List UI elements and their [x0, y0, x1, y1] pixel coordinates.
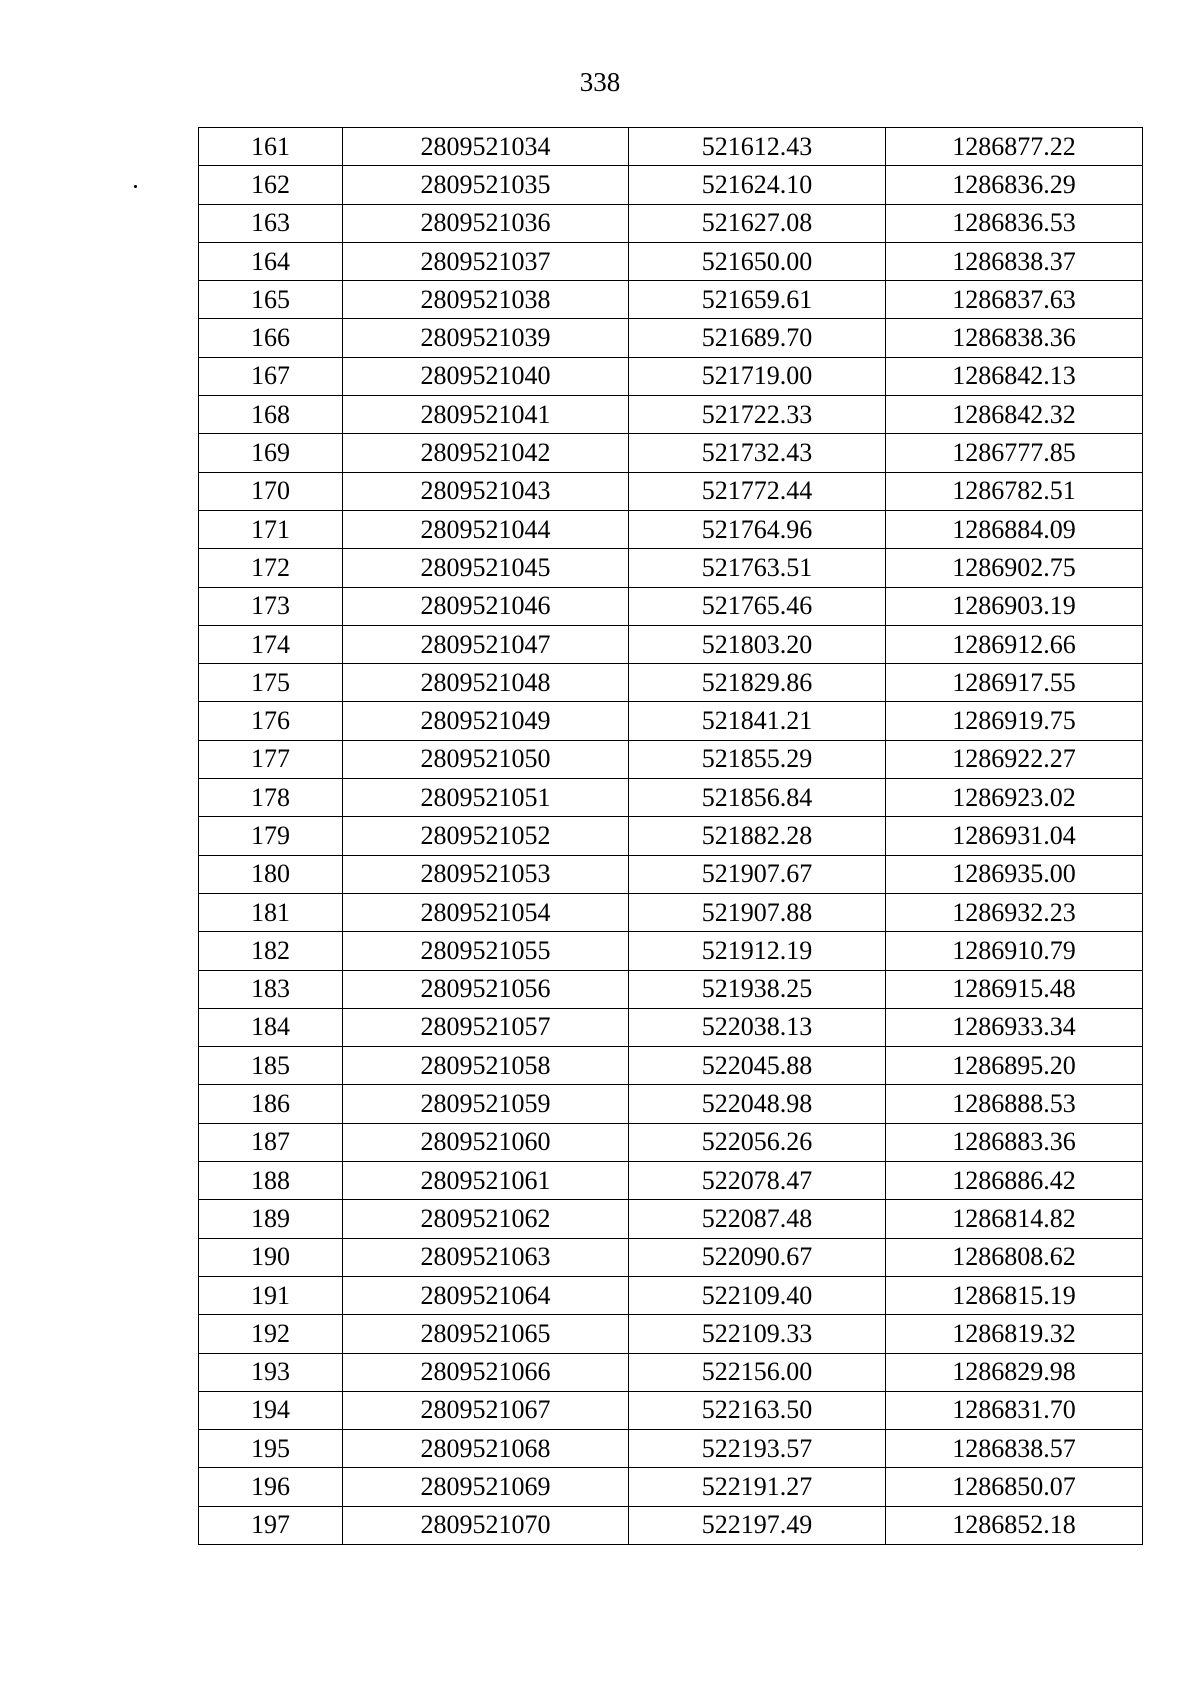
table-row — [199, 1391, 1143, 1429]
point-number-cell: 186 — [199, 1085, 343, 1123]
point-code-cell: 2809521068 — [343, 1430, 629, 1468]
y-coordinate-cell: 1286888.53 — [886, 1085, 1143, 1123]
y-coordinate-cell: 1286782.51 — [886, 472, 1143, 510]
x-coordinate-cell: 522038.13 — [629, 1008, 886, 1046]
y-coordinate-cell: 1286842.13 — [886, 357, 1143, 395]
x-coordinate-cell: 521938.25 — [629, 970, 886, 1008]
point-number-cell: 178 — [199, 779, 343, 817]
y-coordinate-cell: 1286922.27 — [886, 740, 1143, 778]
point-number-cell: 190 — [199, 1238, 343, 1276]
x-coordinate-cell: 521803.20 — [629, 625, 886, 663]
table-row — [199, 319, 1143, 357]
x-coordinate-cell: 521763.51 — [629, 549, 886, 587]
point-number-cell: 175 — [199, 664, 343, 702]
stray-dot — [134, 185, 137, 188]
y-coordinate-cell: 1286850.07 — [886, 1468, 1143, 1506]
point-number-cell: 183 — [199, 970, 343, 1008]
y-coordinate-cell: 1286838.37 — [886, 242, 1143, 280]
table-row — [199, 587, 1143, 625]
point-number-cell: 184 — [199, 1008, 343, 1046]
point-code-cell: 2809521058 — [343, 1047, 629, 1085]
x-coordinate-cell: 522197.49 — [629, 1506, 886, 1544]
point-number-cell: 196 — [199, 1468, 343, 1506]
point-number-cell: 174 — [199, 625, 343, 663]
point-number-cell: 195 — [199, 1430, 343, 1468]
point-code-cell: 2809521047 — [343, 625, 629, 663]
table-row — [199, 1353, 1143, 1391]
y-coordinate-cell: 1286923.02 — [886, 779, 1143, 817]
point-code-cell: 2809521054 — [343, 893, 629, 931]
point-code-cell: 2809521059 — [343, 1085, 629, 1123]
table-row — [199, 1430, 1143, 1468]
point-number-cell: 192 — [199, 1315, 343, 1353]
y-coordinate-cell: 1286836.53 — [886, 204, 1143, 242]
table-row — [199, 242, 1143, 280]
table-row — [199, 779, 1143, 817]
table-row — [199, 1008, 1143, 1046]
table-row — [199, 166, 1143, 204]
table-row — [199, 664, 1143, 702]
y-coordinate-cell: 1286903.19 — [886, 587, 1143, 625]
point-code-cell: 2809521061 — [343, 1162, 629, 1200]
y-coordinate-cell: 1286814.82 — [886, 1200, 1143, 1238]
point-code-cell: 2809521052 — [343, 817, 629, 855]
point-code-cell: 2809521050 — [343, 740, 629, 778]
x-coordinate-cell: 522191.27 — [629, 1468, 886, 1506]
y-coordinate-cell: 1286931.04 — [886, 817, 1143, 855]
y-coordinate-cell: 1286852.18 — [886, 1506, 1143, 1544]
x-coordinate-cell: 522048.98 — [629, 1085, 886, 1123]
point-number-cell: 188 — [199, 1162, 343, 1200]
point-code-cell: 2809521038 — [343, 281, 629, 319]
y-coordinate-cell: 1286819.32 — [886, 1315, 1143, 1353]
x-coordinate-cell: 521912.19 — [629, 932, 886, 970]
y-coordinate-cell: 1286838.36 — [886, 319, 1143, 357]
x-coordinate-cell: 521765.46 — [629, 587, 886, 625]
y-coordinate-cell: 1286932.23 — [886, 893, 1143, 931]
x-coordinate-cell: 522109.33 — [629, 1315, 886, 1353]
x-coordinate-cell: 521856.84 — [629, 779, 886, 817]
table-row — [199, 472, 1143, 510]
y-coordinate-cell: 1286933.34 — [886, 1008, 1143, 1046]
table-row — [199, 204, 1143, 242]
y-coordinate-cell: 1286808.62 — [886, 1238, 1143, 1276]
point-number-cell: 171 — [199, 510, 343, 548]
point-number-cell: 163 — [199, 204, 343, 242]
x-coordinate-cell: 521722.33 — [629, 396, 886, 434]
point-number-cell: 187 — [199, 1123, 343, 1161]
point-number-cell: 169 — [199, 434, 343, 472]
point-code-cell: 2809521070 — [343, 1506, 629, 1544]
point-number-cell: 164 — [199, 242, 343, 280]
point-code-cell: 2809521043 — [343, 472, 629, 510]
table-row — [199, 1238, 1143, 1276]
table-row — [199, 702, 1143, 740]
point-code-cell: 2809521034 — [343, 128, 629, 166]
table-row — [199, 625, 1143, 663]
point-code-cell: 2809521063 — [343, 1238, 629, 1276]
point-code-cell: 2809521065 — [343, 1315, 629, 1353]
table-row — [199, 396, 1143, 434]
point-code-cell: 2809521042 — [343, 434, 629, 472]
table-row — [199, 128, 1143, 166]
x-coordinate-cell: 521907.67 — [629, 855, 886, 893]
point-code-cell: 2809521035 — [343, 166, 629, 204]
table-row — [199, 510, 1143, 548]
table-row — [199, 1162, 1143, 1200]
page-number: 338 — [579, 67, 621, 97]
point-code-cell: 2809521046 — [343, 587, 629, 625]
point-number-cell: 161 — [199, 128, 343, 166]
table-row — [199, 281, 1143, 319]
point-code-cell: 2809521049 — [343, 702, 629, 740]
point-number-cell: 168 — [199, 396, 343, 434]
x-coordinate-cell: 521855.29 — [629, 740, 886, 778]
point-number-cell: 173 — [199, 587, 343, 625]
table-row — [199, 893, 1143, 931]
point-number-cell: 172 — [199, 549, 343, 587]
point-number-cell: 170 — [199, 472, 343, 510]
point-number-cell: 176 — [199, 702, 343, 740]
x-coordinate-cell: 522193.57 — [629, 1430, 886, 1468]
table-row — [199, 1123, 1143, 1161]
y-coordinate-cell: 1286910.79 — [886, 932, 1143, 970]
y-coordinate-cell: 1286902.75 — [886, 549, 1143, 587]
x-coordinate-cell: 521764.96 — [629, 510, 886, 548]
point-number-cell: 177 — [199, 740, 343, 778]
point-code-cell: 2809521048 — [343, 664, 629, 702]
point-number-cell: 185 — [199, 1047, 343, 1085]
y-coordinate-cell: 1286837.63 — [886, 281, 1143, 319]
point-code-cell: 2809521040 — [343, 357, 629, 395]
table-row — [199, 357, 1143, 395]
y-coordinate-cell: 1286919.75 — [886, 702, 1143, 740]
y-coordinate-cell: 1286829.98 — [886, 1353, 1143, 1391]
y-coordinate-cell: 1286884.09 — [886, 510, 1143, 548]
x-coordinate-cell: 522056.26 — [629, 1123, 886, 1161]
table-row — [199, 817, 1143, 855]
table-row — [199, 1506, 1143, 1544]
x-coordinate-cell: 521719.00 — [629, 357, 886, 395]
point-code-cell: 2809521053 — [343, 855, 629, 893]
y-coordinate-cell: 1286777.85 — [886, 434, 1143, 472]
x-coordinate-cell: 522045.88 — [629, 1047, 886, 1085]
x-coordinate-cell: 521907.88 — [629, 893, 886, 931]
x-coordinate-cell: 521841.21 — [629, 702, 886, 740]
table-row — [199, 434, 1143, 472]
x-coordinate-cell: 521829.86 — [629, 664, 886, 702]
x-coordinate-cell: 521732.43 — [629, 434, 886, 472]
point-code-cell: 2809521067 — [343, 1391, 629, 1429]
x-coordinate-cell: 521627.08 — [629, 204, 886, 242]
x-coordinate-cell: 521624.10 — [629, 166, 886, 204]
x-coordinate-cell: 521882.28 — [629, 817, 886, 855]
point-number-cell: 189 — [199, 1200, 343, 1238]
y-coordinate-cell: 1286883.36 — [886, 1123, 1143, 1161]
x-coordinate-cell: 521772.44 — [629, 472, 886, 510]
point-number-cell: 181 — [199, 893, 343, 931]
point-number-cell: 162 — [199, 166, 343, 204]
x-coordinate-cell: 522090.67 — [629, 1238, 886, 1276]
point-number-cell: 194 — [199, 1391, 343, 1429]
table-row — [199, 1085, 1143, 1123]
y-coordinate-cell: 1286838.57 — [886, 1430, 1143, 1468]
point-code-cell: 2809521064 — [343, 1276, 629, 1314]
point-code-cell: 2809521056 — [343, 970, 629, 1008]
point-code-cell: 2809521060 — [343, 1123, 629, 1161]
point-number-cell: 191 — [199, 1276, 343, 1314]
point-number-cell: 167 — [199, 357, 343, 395]
point-number-cell: 193 — [199, 1353, 343, 1391]
point-code-cell: 2809521045 — [343, 549, 629, 587]
y-coordinate-cell: 1286912.66 — [886, 625, 1143, 663]
y-coordinate-cell: 1286831.70 — [886, 1391, 1143, 1429]
x-coordinate-cell: 521689.70 — [629, 319, 886, 357]
point-code-cell: 2809521037 — [343, 242, 629, 280]
y-coordinate-cell: 1286886.42 — [886, 1162, 1143, 1200]
x-coordinate-cell: 522109.40 — [629, 1276, 886, 1314]
point-code-cell: 2809521051 — [343, 779, 629, 817]
point-number-cell: 197 — [199, 1506, 343, 1544]
point-code-cell: 2809521041 — [343, 396, 629, 434]
y-coordinate-cell: 1286836.29 — [886, 166, 1143, 204]
x-coordinate-cell: 521659.61 — [629, 281, 886, 319]
table-row — [199, 740, 1143, 778]
table-row — [199, 1315, 1143, 1353]
point-code-cell: 2809521062 — [343, 1200, 629, 1238]
table-row — [199, 549, 1143, 587]
x-coordinate-cell: 521612.43 — [629, 128, 886, 166]
table-row — [199, 1200, 1143, 1238]
table-row — [199, 855, 1143, 893]
y-coordinate-cell: 1286915.48 — [886, 970, 1143, 1008]
y-coordinate-cell: 1286842.32 — [886, 396, 1143, 434]
point-code-cell: 2809521036 — [343, 204, 629, 242]
point-number-cell: 182 — [199, 932, 343, 970]
point-code-cell: 2809521044 — [343, 510, 629, 548]
x-coordinate-cell: 522156.00 — [629, 1353, 886, 1391]
point-code-cell: 2809521057 — [343, 1008, 629, 1046]
y-coordinate-cell: 1286877.22 — [886, 128, 1143, 166]
point-code-cell: 2809521055 — [343, 932, 629, 970]
table-row — [199, 970, 1143, 1008]
table-body — [199, 128, 1143, 1545]
point-number-cell: 179 — [199, 817, 343, 855]
y-coordinate-cell: 1286935.00 — [886, 855, 1143, 893]
x-coordinate-cell: 522087.48 — [629, 1200, 886, 1238]
table-row — [199, 1468, 1143, 1506]
point-number-cell: 166 — [199, 319, 343, 357]
table-row — [199, 1276, 1143, 1314]
point-number-cell: 165 — [199, 281, 343, 319]
x-coordinate-cell: 522163.50 — [629, 1391, 886, 1429]
point-code-cell: 2809521039 — [343, 319, 629, 357]
table-row — [199, 932, 1143, 970]
table-row — [199, 1047, 1143, 1085]
point-code-cell: 2809521066 — [343, 1353, 629, 1391]
y-coordinate-cell: 1286895.20 — [886, 1047, 1143, 1085]
x-coordinate-cell: 522078.47 — [629, 1162, 886, 1200]
point-number-cell: 180 — [199, 855, 343, 893]
y-coordinate-cell: 1286917.55 — [886, 664, 1143, 702]
x-coordinate-cell: 521650.00 — [629, 242, 886, 280]
y-coordinate-cell: 1286815.19 — [886, 1276, 1143, 1314]
coordinate-table — [198, 127, 1143, 1545]
point-code-cell: 2809521069 — [343, 1468, 629, 1506]
